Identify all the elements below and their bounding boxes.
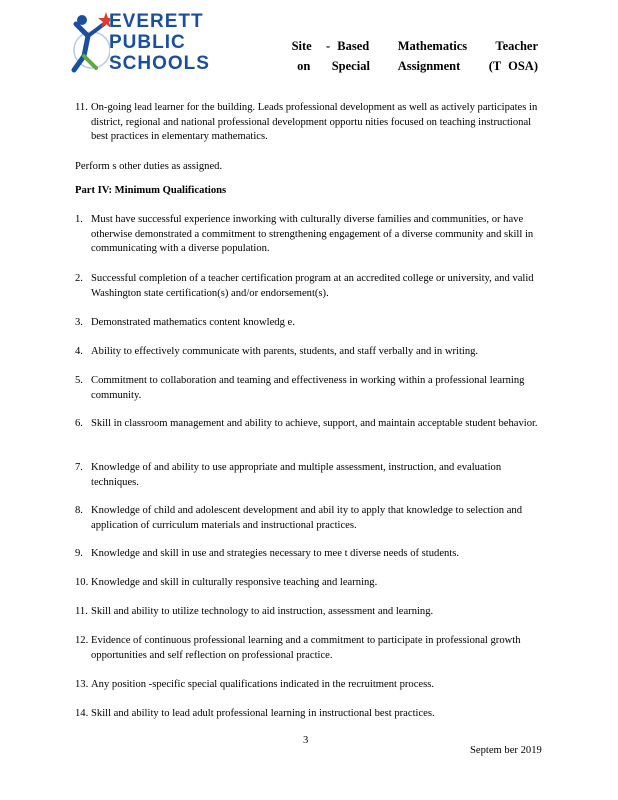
logo-line-2: PUBLIC [109, 32, 186, 53]
document-title [258, 36, 538, 76]
qualification-item [75, 345, 545, 360]
item-text: Knowledge of child and adolescent development and abil ity to apply that knowledge to selection and application of curriculum materials and instructional practices. [91, 505, 522, 531]
qualification-item [75, 374, 545, 403]
item-number: 3. [75, 317, 83, 328]
qualification-item [75, 707, 545, 722]
item-text: Knowledge and skill in use and strategies necessary to mee t diverse needs of students. [91, 548, 460, 559]
qualification-item [75, 634, 545, 663]
item-number: 5. [75, 375, 83, 386]
item-text: Successful completion of a teacher certification program at an accredited college or university, and valid Washington state certification(s) and/or endorsement(s). [91, 273, 534, 299]
item-number: 9. [75, 548, 83, 559]
qualification-item [75, 272, 545, 301]
item-text: Must have successful experience inworking with culturally diverse families and communities, or have otherwise demonstrated a commitment to strengthening engagement of a diverse community and skill in communicating with a diverse population. [91, 214, 534, 255]
item-number: 6. [75, 418, 83, 429]
qualification-item [75, 417, 545, 432]
item-number: 11. [75, 102, 88, 113]
item-text: Ability to effectively communicate with parents, students, and staff verbally and in writing. [91, 346, 479, 357]
item-text: Commitment to collaboration and teaming and effectiveness in working within a professional learning community. [91, 375, 525, 401]
qualification-item [75, 547, 545, 562]
item-number: 4. [75, 346, 83, 357]
district-logo [70, 10, 240, 80]
logo-figure-icon [70, 10, 110, 80]
other-duties: Perform s other duties as assigned. [75, 161, 223, 172]
qualification-item [75, 605, 545, 620]
item-number: 8. [75, 505, 83, 516]
qualification-item [75, 213, 545, 257]
page-number: 3 [303, 735, 309, 746]
qualification-item [75, 504, 545, 533]
document-date: Septem ber 2019 [470, 745, 542, 756]
title-line-1: Site - Based Mathematics Teacher [291, 39, 538, 53]
item-number: 7. [75, 462, 83, 473]
item-text: Skill and ability to lead adult professional learning in instructional best practices. [91, 708, 435, 719]
logo-line-3: SCHOOLS [109, 53, 210, 74]
item-text: Knowledge of and ability to use appropriate and multiple assessment, instruction, and evaluation techniques. [91, 462, 502, 488]
item-11-leadership [75, 101, 545, 145]
qualification-item [75, 576, 545, 591]
item-text: On-going lead learner for the building. Leads professional development as well as actively participates in district, regional and national professional development opportu nities focused on teaching instructional best practices in elementary mathematics. [91, 102, 538, 143]
logo-line-1: EVERETT [109, 11, 204, 32]
item-text: Demonstrated mathematics content knowledg e. [91, 317, 295, 328]
item-text: Evidence of continuous professional learning and a commitment to participate in professional growth opportunities and self reflection on professional practice. [91, 635, 521, 661]
qualification-item [75, 461, 545, 490]
item-number: 1. [75, 214, 83, 225]
part-iv-heading: Part IV: Minimum Qualifications [75, 185, 227, 196]
item-number: 12. [75, 635, 89, 646]
item-text: Any position -specific special qualifications indicated in the recruitment process. [91, 679, 435, 690]
item-number: 11. [75, 606, 88, 617]
qualification-item [75, 316, 545, 331]
item-text: Skill and ability to utilize technology to aid instruction, assessment and learning. [91, 606, 434, 617]
item-number: 13. [75, 679, 89, 690]
item-number: 2. [75, 273, 83, 284]
item-text: Knowledge and skill in culturally responsive teaching and learning. [91, 577, 378, 588]
item-number: 10. [75, 577, 89, 588]
item-text: Skill in classroom management and ability to achieve, support, and maintain acceptable student behavior. [91, 418, 538, 429]
item-number: 14. [75, 708, 89, 719]
qualification-item [75, 678, 545, 693]
title-line-2: on Special Assignment (T OSA) [297, 59, 538, 73]
